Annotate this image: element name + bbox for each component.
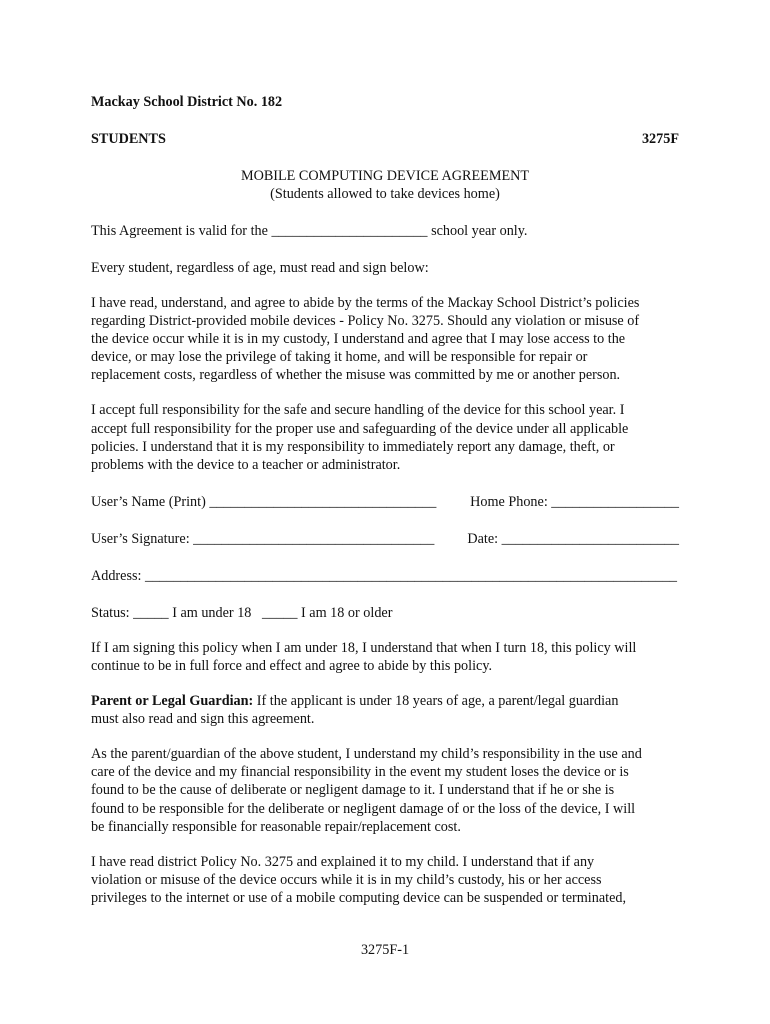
name-phone-row bbox=[91, 493, 679, 511]
status-field[interactable]: Status: _____ I am under 18 _____ I am 18 or older bbox=[91, 604, 393, 621]
document-body bbox=[91, 93, 679, 907]
paragraph-guardian-responsibility bbox=[91, 745, 679, 835]
section-header bbox=[91, 130, 679, 148]
paragraph-line: I have read district Policy No. 3275 and explained it to my child. I understand that if any bbox=[91, 853, 595, 870]
paragraph-line: the device occur while it is in my custody, I understand and agree that I may lose access to the bbox=[91, 331, 626, 348]
paragraph-line: privileges to the internet or use of a mobile computing device can be suspended or terminated, bbox=[91, 889, 627, 906]
paragraph-line: accept full responsibility for the proper use and safeguarding of the device under all applicable bbox=[91, 420, 629, 437]
paragraph-line: continue to be in full force and effect and agree to abide by this policy. bbox=[91, 657, 493, 674]
user-name-field[interactable]: User’s Name (Print) ________________________________ bbox=[91, 493, 437, 510]
paragraph-line: found to be the cause of deliberate or negligent damage to it. I understand that if he or she is bbox=[91, 782, 615, 799]
paragraph-line: If I am signing this policy when I am under 18, I understand that when I turn 18, this policy will bbox=[91, 639, 637, 656]
paragraph-line: I have read, understand, and agree to abide by the terms of the Mackay School District’s policies bbox=[91, 295, 640, 311]
instruction-line: Every student, regardless of age, must read and sign below: bbox=[91, 260, 429, 276]
district-name: Mackay School District No. 182 bbox=[91, 94, 283, 110]
validity-line: This Agreement is valid for the ______________________ school year only. bbox=[91, 223, 528, 239]
paragraph-line: regarding District-provided mobile devices - Policy No. 3275. Should any violation or misuse of bbox=[91, 313, 640, 330]
paragraph-policy-read bbox=[91, 853, 679, 907]
paragraph-line: problems with the device to a teacher or administrator. bbox=[91, 456, 401, 473]
address-field[interactable]: Address: ___________________________________________________________________________ bbox=[91, 567, 678, 584]
paragraph-guardian-intro bbox=[91, 692, 679, 728]
guardian-text: If the applicant is under 18 years of age, a parent/legal guardian bbox=[253, 693, 619, 710]
paragraph-line: must also read and sign this agreement. bbox=[91, 711, 315, 728]
date-field[interactable]: Date: _________________________ bbox=[467, 530, 679, 547]
paragraph-line: device, or may lose the privilege of taking it home, and will be responsible for repair or bbox=[91, 349, 588, 366]
paragraph-line: replacement costs, regardless of whether the misuse was committed by me or another person. bbox=[91, 367, 621, 384]
paragraph-responsibility bbox=[91, 401, 679, 473]
signature-date-row bbox=[91, 530, 679, 548]
form-code: 3275F bbox=[641, 131, 679, 147]
home-phone-field[interactable]: Home Phone: __________________ bbox=[470, 493, 679, 510]
section-label: STUDENTS bbox=[91, 131, 166, 147]
page-number: 3275F-1 bbox=[360, 942, 410, 958]
guardian-label: Parent or Legal Guardian: bbox=[91, 693, 254, 710]
user-signature-field[interactable]: User’s Signature: __________________________________ bbox=[91, 530, 435, 547]
paragraph-line bbox=[91, 692, 679, 710]
document-subtitle: (Students allowed to take devices home) bbox=[270, 186, 500, 202]
paragraph-line: As the parent/guardian of the above student, I understand my child’s responsibility in the use and bbox=[91, 746, 642, 763]
paragraph-line: found to be responsible for the deliberate or negligent damage of or the loss of the device, I will bbox=[91, 800, 636, 817]
paragraph-line: violation or misuse of the device occurs while it is in my child’s custody, his or her access bbox=[91, 871, 602, 888]
paragraph-agreement bbox=[91, 294, 679, 384]
document-title: MOBILE COMPUTING DEVICE AGREEMENT bbox=[240, 168, 530, 184]
paragraph-line: policies. I understand that it is my responsibility to immediately report any damage, theft, or bbox=[91, 438, 615, 455]
paragraph-line: be financially responsible for reasonable repair/replacement cost. bbox=[91, 818, 461, 835]
paragraph-line: I accept full responsibility for the safe and secure handling of the device for this school year. I bbox=[91, 402, 625, 419]
paragraph-under-18 bbox=[91, 639, 679, 675]
paragraph-line: care of the device and my financial responsibility in the event my student loses the device or is bbox=[91, 764, 629, 781]
